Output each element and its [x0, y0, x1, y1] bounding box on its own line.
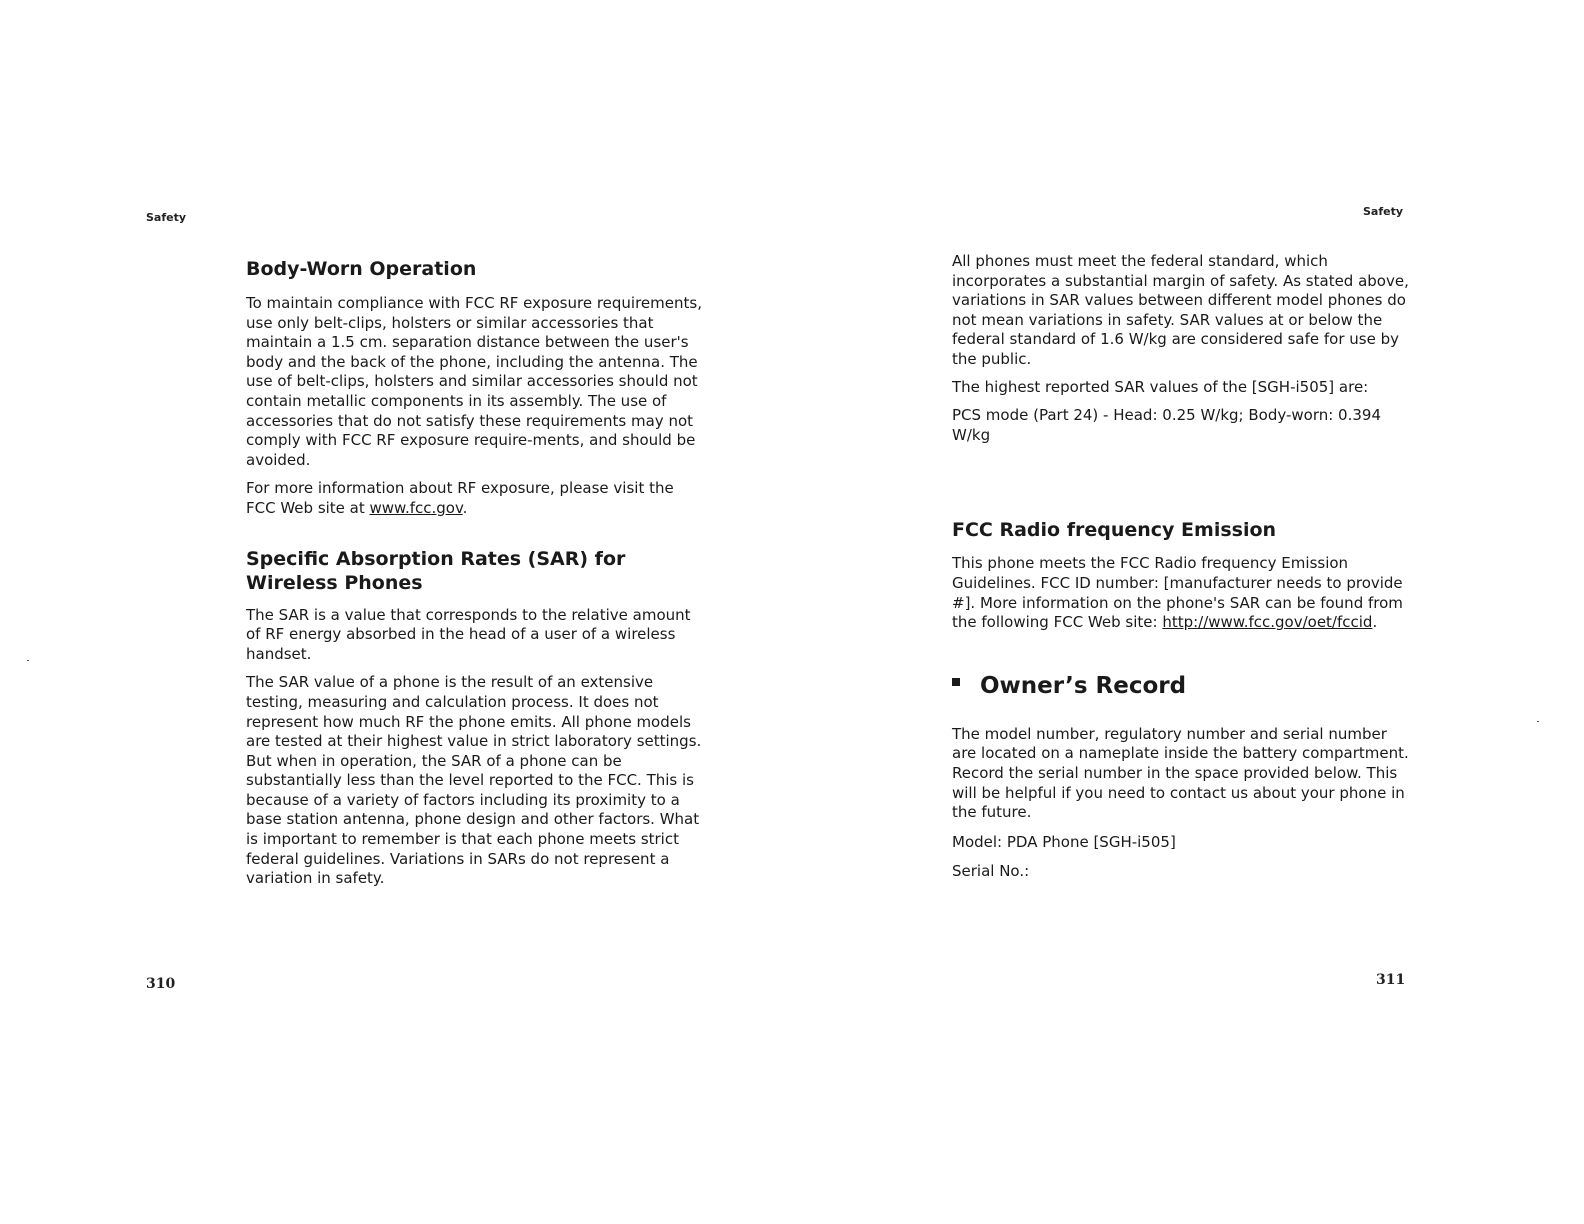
owners-record-heading-row [952, 671, 1412, 701]
owners-record-paragraph: The model number, regulatory number and serial number are located on a nameplate inside the battery compartment. Record the serial number in the space provided below. This will be helpful if you need to contact us about your phone in the future. [952, 724, 1409, 822]
scan-mark [1537, 721, 1539, 722]
body-worn-heading: Body-Worn Operation [246, 258, 477, 280]
sar-definition-paragraph: The SAR is a value that corresponds to the relative amount of RF energy absorbed in the head of a user of a wireless handset. [246, 605, 691, 663]
fcc-emission-suffix: . [1372, 613, 1378, 632]
serial-line: Serial No.: [952, 862, 1030, 881]
right-column [952, 252, 1412, 882]
federal-standard-paragraph: All phones must meet the federal standard, which incorporates a substantial margin of safety. As stated above, variations in SAR values between different model phones do not mean variations in safety. SAR values at or below the federal standard of 1.6 W/kg are considered safe for use by the public. [952, 252, 1409, 368]
fcc-emission-text: This phone meets the FCC Radio frequency Emission Guidelines. FCC ID number: [manufacturer needs to provide #]. More information on the phone's SAR can be found from the following FCC Web site: [952, 554, 1403, 632]
rf-exposure-suffix: . [462, 498, 468, 517]
sar-testing-paragraph: The SAR value of a phone is the result of an extensive testing, measuring and calculation process. It does not represent how much RF the phone emits. All phone models are tested at their highest value in strict laboratory settings. But when in operation, the SAR of a phone can be substantially less than the level reported to the FCC. This is because of a variety of factors including its proximity to a base station antenna, phone design and other factors. What is important to remember is that each phone meets strict federal guidelines. Variations in SARs do not represent a variation in safety. [246, 673, 702, 888]
fcc-emission-heading: FCC Radio frequency Emission [952, 519, 1277, 542]
running-header-left: Safety [146, 211, 187, 224]
model-line: Model: PDA Phone [SGH-i505] [952, 832, 1176, 851]
sar-values-paragraph: PCS mode (Part 24) - Head: 0.25 W/kg; Body-worn: 0.394 W/kg [952, 406, 1381, 444]
running-header-right: Safety [1363, 205, 1404, 218]
right-page [792, 0, 1584, 1224]
fcc-website-link[interactable]: www.fcc.gov [369, 498, 463, 517]
fcc-emission-paragraph [952, 554, 1412, 632]
left-column [246, 257, 706, 889]
sar-heading-line2: Wireless Phones [246, 571, 423, 594]
sar-heading [246, 547, 706, 595]
fcc-id-link[interactable]: http://www.fcc.gov/oet/fccid [1162, 613, 1373, 632]
page-number-left: 310 [146, 976, 176, 992]
page-number-right: 311 [1376, 972, 1406, 988]
rf-exposure-text: For more information about RF exposure, please visit the FCC Web site at [246, 479, 674, 517]
bullet-square-icon [952, 678, 960, 686]
rf-exposure-info-paragraph [246, 479, 706, 518]
body-worn-paragraph: To maintain compliance with FCC RF exposure requirements, use only belt-clips, holsters or similar accessories that maintain a 1.5 cm. separation distance between the user's body and the back of the phone, including the antenna. The use of belt-clips, holsters and similar accessories should not contain metallic components in its assembly. The use of accessories that do not satisfy these requirements may not comply with FCC RF exposure require-ments, and should be avoided. [246, 294, 702, 469]
owners-record-heading: Owner’s Record [980, 672, 1187, 699]
scan-mark [27, 660, 29, 661]
sar-heading-line1: Specific Absorption Rates (SAR) for [246, 547, 626, 570]
highest-sar-paragraph: The highest reported SAR values of the [SGH-i505] are: [952, 377, 1369, 396]
